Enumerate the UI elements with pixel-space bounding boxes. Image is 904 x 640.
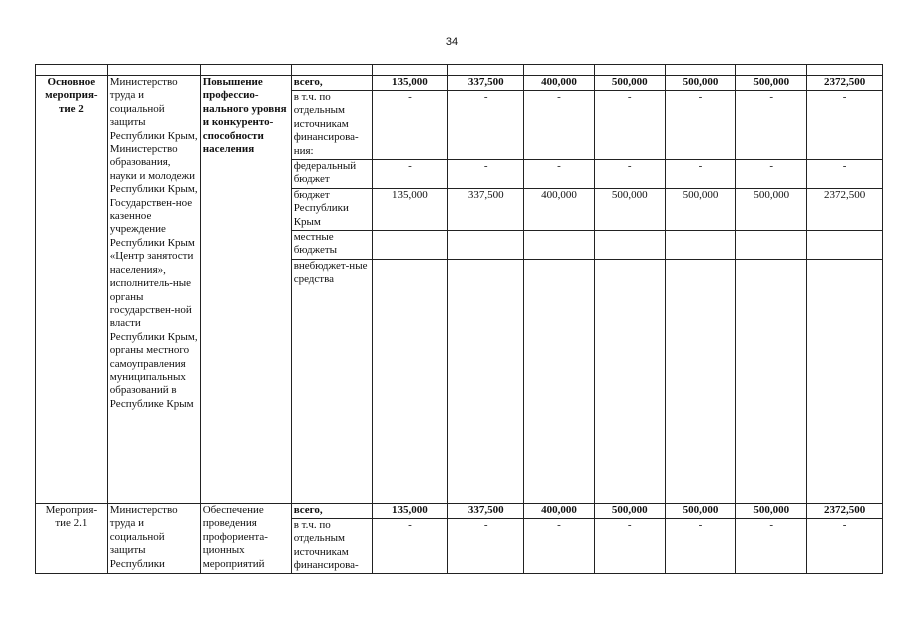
funding-source-cell: внебюджет-ные средства <box>291 260 372 504</box>
year-value-cell <box>524 260 595 504</box>
table-row <box>36 76 883 91</box>
total-value-cell: - <box>807 91 883 160</box>
year-value-cell <box>594 260 665 504</box>
year-value-cell: 500,000 <box>594 189 665 231</box>
year-value-cell <box>736 231 807 260</box>
responsible-executor-cell: Министерство труда и социальной защиты Республики Крым, Министерство образования, науки и молодежи Республики Крым, Государствен-ное казенное учреждение Республики Крым «Центр занятости населения», исполнитель-ные органы государствен-ной власти Республики Крым, органы местного самоуправления муниципальных образований в Республике Крым <box>107 76 200 504</box>
total-value-cell <box>807 231 883 260</box>
year-value-cell <box>524 231 595 260</box>
year-value-cell: - <box>736 160 807 189</box>
year-value-cell: 400,000 <box>524 504 595 519</box>
header-spacer-cell <box>524 65 595 76</box>
year-value-cell <box>736 260 807 504</box>
year-value-cell: - <box>736 91 807 160</box>
header-spacer-cell <box>665 65 736 76</box>
funding-source-cell: в т.ч. по отдельным источникам финансирова- <box>291 519 372 574</box>
year-value-cell: 500,000 <box>736 189 807 231</box>
year-value-cell <box>448 231 524 260</box>
year-value-cell: 400,000 <box>524 189 595 231</box>
page-number: 34 <box>445 36 459 48</box>
funding-source-cell: всего, <box>291 76 372 91</box>
funding-source-cell: бюджет Республики Крым <box>291 189 372 231</box>
funding-table <box>35 64 883 574</box>
header-spacer-cell <box>448 65 524 76</box>
funding-source-cell: всего, <box>291 504 372 519</box>
year-value-cell: 500,000 <box>594 76 665 91</box>
year-value-cell: - <box>372 91 448 160</box>
total-value-cell: 2372,500 <box>807 504 883 519</box>
year-value-cell: 500,000 <box>665 76 736 91</box>
total-value-cell: - <box>807 160 883 189</box>
total-value-cell: - <box>807 519 883 574</box>
year-value-cell: - <box>372 519 448 574</box>
goal-description-cell: Обеспечение проведения профориента-ционных мероприятий <box>200 504 291 574</box>
year-value-cell: 337,500 <box>448 504 524 519</box>
year-value-cell: - <box>524 91 595 160</box>
header-spacer-cell <box>291 65 372 76</box>
year-value-cell: - <box>448 519 524 574</box>
year-value-cell: 500,000 <box>594 504 665 519</box>
goal-description-cell: Повышение профессио-нального уровня и конкуренто-способности населения <box>200 76 291 504</box>
year-value-cell: - <box>448 91 524 160</box>
year-value-cell: 400,000 <box>524 76 595 91</box>
responsible-executor-cell: Министерство труда и социальной защиты Республики <box>107 504 200 574</box>
year-value-cell: 500,000 <box>736 76 807 91</box>
year-value-cell: 135,000 <box>372 76 448 91</box>
year-value-cell: 337,500 <box>448 189 524 231</box>
header-spacer-cell <box>36 65 108 76</box>
funding-source-cell: местные бюджеты <box>291 231 372 260</box>
year-value-cell: - <box>448 160 524 189</box>
header-spacer-cell <box>594 65 665 76</box>
year-value-cell <box>594 231 665 260</box>
year-value-cell <box>372 231 448 260</box>
year-value-cell: 500,000 <box>736 504 807 519</box>
header-spacer-cell <box>372 65 448 76</box>
year-value-cell: - <box>665 160 736 189</box>
header-spacer-cell <box>736 65 807 76</box>
year-value-cell: - <box>594 519 665 574</box>
year-value-cell: - <box>594 160 665 189</box>
year-value-cell: 135,000 <box>372 504 448 519</box>
year-value-cell: - <box>665 519 736 574</box>
year-value-cell <box>448 260 524 504</box>
header-spacer-cell <box>200 65 291 76</box>
year-value-cell: - <box>524 519 595 574</box>
year-value-cell <box>665 231 736 260</box>
year-value-cell: 337,500 <box>448 76 524 91</box>
table-row <box>36 504 883 519</box>
table-header-spacer-row <box>36 65 883 76</box>
header-spacer-cell <box>807 65 883 76</box>
total-value-cell: 2372,500 <box>807 189 883 231</box>
year-value-cell: 135,000 <box>372 189 448 231</box>
year-value-cell: - <box>736 519 807 574</box>
event-name-cell: Мероприя-тие 2.1 <box>36 504 108 574</box>
year-value-cell <box>665 260 736 504</box>
year-value-cell <box>372 260 448 504</box>
total-value-cell <box>807 260 883 504</box>
year-value-cell: 500,000 <box>665 189 736 231</box>
funding-source-cell: в т.ч. по отдельным источникам финансирова-ния: <box>291 91 372 160</box>
year-value-cell: - <box>524 160 595 189</box>
year-value-cell: - <box>372 160 448 189</box>
year-value-cell: - <box>665 91 736 160</box>
header-spacer-cell <box>107 65 200 76</box>
total-value-cell: 2372,500 <box>807 76 883 91</box>
year-value-cell: - <box>594 91 665 160</box>
year-value-cell: 500,000 <box>665 504 736 519</box>
funding-source-cell: федеральный бюджет <box>291 160 372 189</box>
event-name-cell: Основное мероприя-тие 2 <box>36 76 108 504</box>
